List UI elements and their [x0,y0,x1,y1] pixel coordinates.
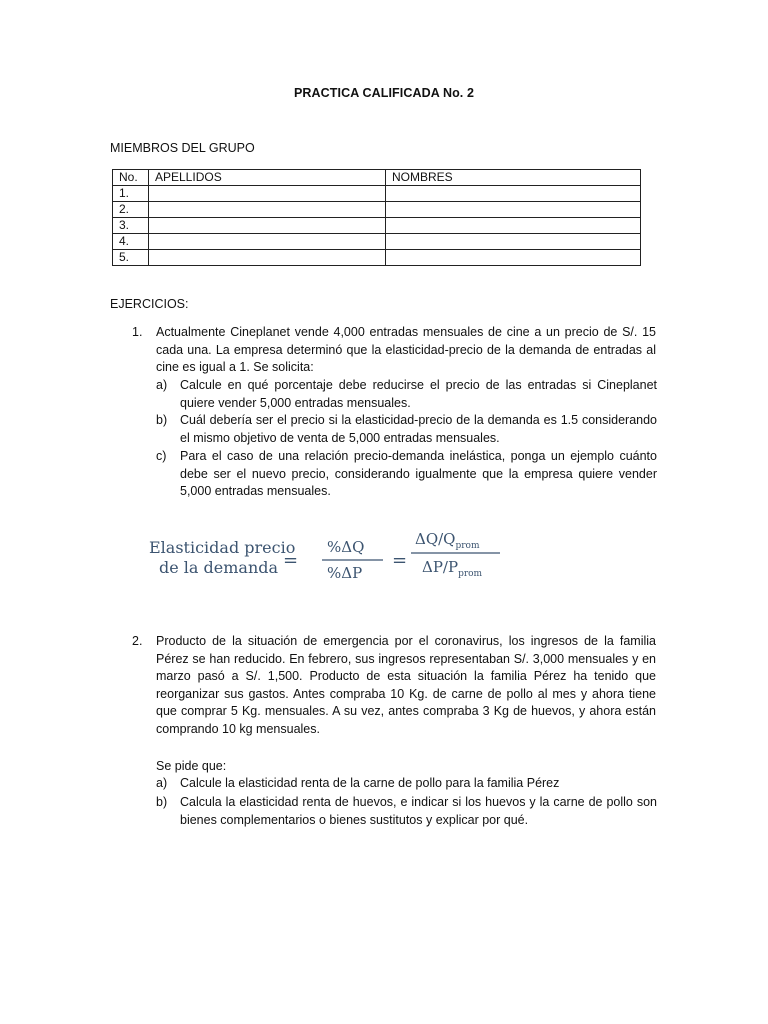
formula-equals-1: = [283,550,299,571]
row-nombres [386,186,641,202]
row-nombres [386,250,641,266]
formula-frac2-denominator: $\Delta P/P_{prom}$ [422,558,483,579]
page-title: PRACTICA CALIFICADA No. 2 [293,86,475,100]
row-number: 3. [113,218,149,234]
row-nombres [386,234,641,250]
row-number: 1. [113,186,149,202]
formula-graphic [141,514,503,598]
formula-equals-2: = [392,550,408,571]
exercise-1b-letter: b) [156,413,168,427]
exercise-2-number: 2. [132,634,143,648]
table-row [113,202,641,218]
exercise-1c-letter: c) [156,449,167,463]
exercise-2a-text: Calcule la elasticidad renta de la carne de pollo para la familia Pérez [180,776,560,790]
row-apellidos [149,186,386,202]
formula-frac1-numerator: %ΔQ [327,538,365,556]
table-row [113,234,641,250]
exercise-2-intro: Se pide que: [156,759,227,773]
row-nombres [386,202,641,218]
exercise-2b-text: Calcula la elasticidad renta de huevos, e indicar si los huevos y la carne de pollo son bienes complementarios o bienes sustitutos y explicar por qué. [180,795,657,827]
header-apellidos: APELLIDOS [149,170,386,186]
row-apellidos [149,218,386,234]
elasticity-formula [141,514,503,598]
header-nombres: NOMBRES [386,170,641,186]
exercise-1a-text: Calcule en qué porcentaje debe reducirse el precio de las entradas si Cineplanet quiere vender 5,000 entradas mensuales. [180,378,657,410]
exercise-2-text: Producto de la situación de emergencia por el coronavirus, los ingresos de la familia Pérez se han reducido. En febrero, sus ingresos representaban S/. 3,000 mensuales y en marzo pasó a S/. 1,500. Producto de esta situación la familia Pérez ha tenido que reorganizar sus gastos. Antes compraba 10 Kg. de carne de pollo al mes y ahora tiene que comprar 5 Kg. mensuales. A su vez, antes compraba 3 Kg de huevos, y ahora están comprando 10 kg mensuales. [156,634,656,736]
exercises-label: EJERCICIOS: [110,297,189,311]
formula-lhs-line2: de la demanda [159,558,279,577]
table-header-row [113,170,641,186]
table-row [113,186,641,202]
exercise-1c-text: Para el caso de una relación precio-demanda inelástica, ponga un ejemplo cuánto debe ser el nuevo precio, considerando igualmente que la empresa quiere vender 5,000 entradas mensuales. [180,449,657,498]
exercise-2b-letter: b) [156,795,168,809]
row-number: 2. [113,202,149,218]
row-number: 5. [113,250,149,266]
table-row [113,218,641,234]
row-number: 4. [113,234,149,250]
row-apellidos [149,234,386,250]
row-nombres [386,218,641,234]
exercise-2a-letter: a) [156,776,168,790]
exercise-1-text: Actualmente Cineplanet vende 4,000 entradas mensuales de cine a un precio de S/. 15 cada una. La empresa determinó que la elasticidad-precio de la demanda de entradas al cine es igual a 1. Se solicita: [156,325,656,374]
header-no: No. [113,170,149,186]
exercise-1a-letter: a) [156,378,168,392]
members-label: MIEMBROS DEL GRUPO [110,141,255,155]
formula-lhs-line1: Elasticidad precio [149,538,296,557]
row-apellidos [149,202,386,218]
exercise-1b-text: Cuál debería ser el precio si la elasticidad-precio de la demanda es 1.5 considerando el mismo objetivo de venta de 5,000 entradas mensuales. [180,413,657,445]
formula-frac1-denominator: %ΔP [327,564,363,582]
members-table [112,169,641,266]
row-apellidos [149,250,386,266]
exercise-1-number: 1. [132,325,143,339]
formula-frac2-numerator: $\Delta Q/Q_{prom}$ [415,530,480,551]
table-row [113,250,641,266]
